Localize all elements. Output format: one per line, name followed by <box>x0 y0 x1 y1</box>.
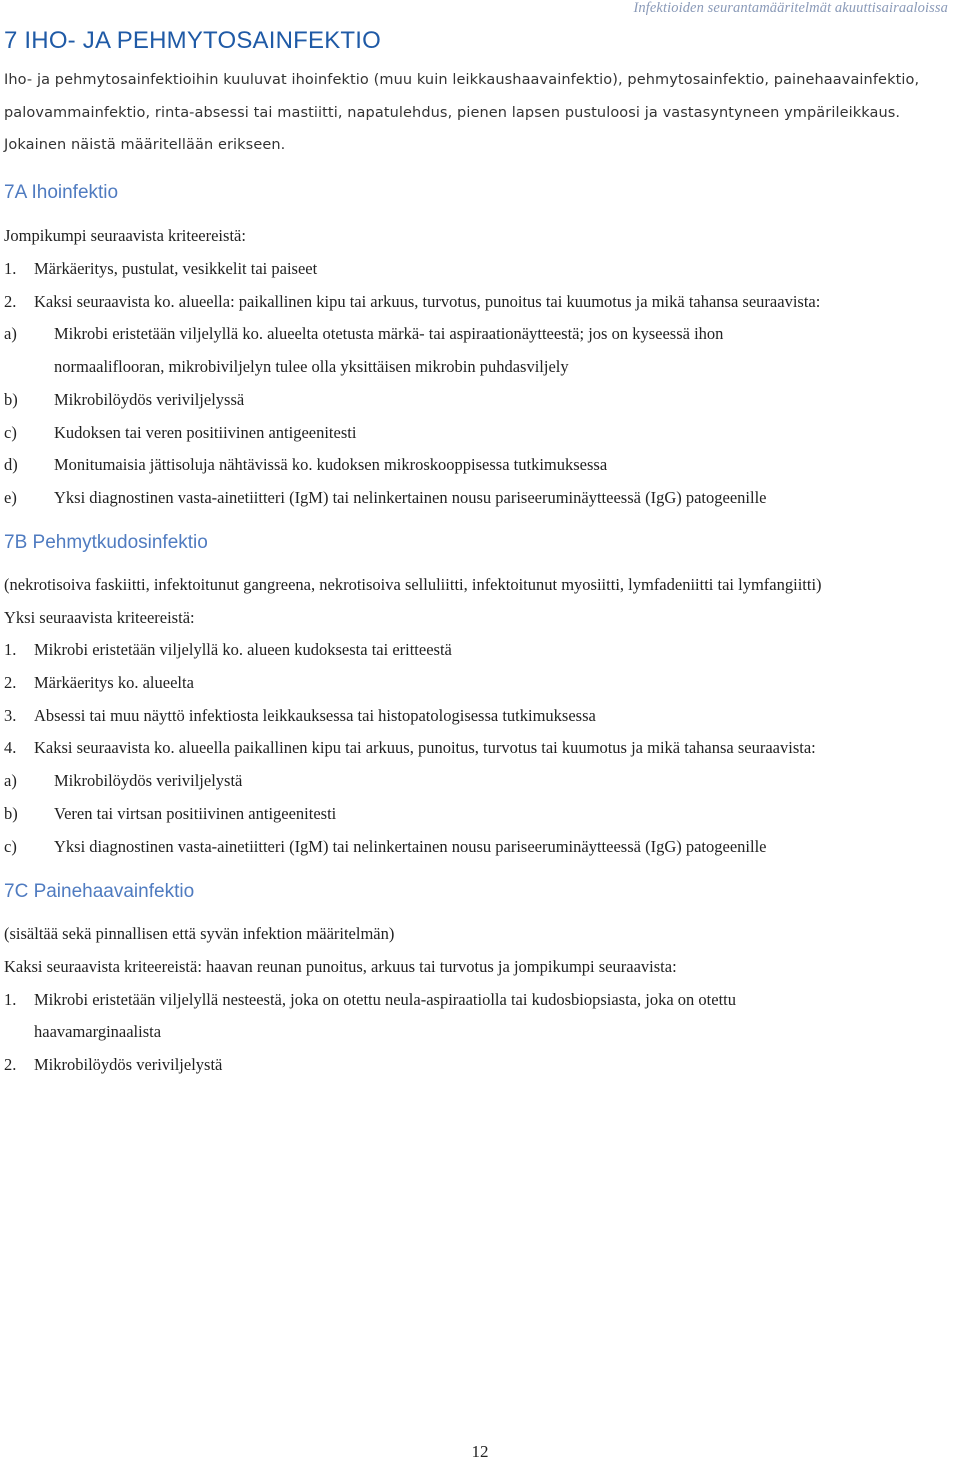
list-number: 1. <box>4 640 17 659</box>
list-text: Märkäeritys ko. alueelta <box>34 673 194 692</box>
running-header: Infektioiden seurantamääritelmät akuuttisairaaloissa <box>633 0 948 16</box>
sub-text: Monitumaisia jättisoluja nähtävissä ko. kudoksen mikroskooppisessa tutkimuksessa <box>54 455 608 474</box>
list-text: Märkäeritys, pustulat, vesikkelit tai paiseet <box>34 259 318 278</box>
sub-label: b) <box>4 804 18 823</box>
section-7a-heading: 7A Ihoinfektio <box>4 182 119 203</box>
sub-item <box>4 390 244 410</box>
list-text: Mikrobilöydös veriviljelystä <box>34 1055 223 1074</box>
list-text: Mikrobi eristetään viljelyllä nesteestä, joka on otettu neula-aspiraatiolla tai kudosbiopsiasta, joka on otettu <box>34 990 736 1009</box>
section-7a-lead: Jompikumpi seuraavista kriteereistä: <box>4 226 246 245</box>
sub-text: Mikrobilöydös veriviljelystä <box>54 771 243 790</box>
list-item <box>4 259 317 279</box>
section-7b-heading: 7B Pehmytkudosinfektio <box>4 532 208 553</box>
sub-text: Yksi diagnostinen vasta-ainetiitteri (IgM) tai nelinkertainen nousu pariseeruminäytteessä (IgG) patogeenille <box>54 488 767 507</box>
sub-item <box>4 837 766 857</box>
list-item <box>4 706 596 726</box>
list-text: Mikrobi eristetään viljelyllä ko. alueen kudoksesta tai eritteestä <box>34 640 452 659</box>
sub-text: Mikrobi eristetään viljelyllä ko. alueelta otetusta märkä- tai aspiraationäytteestä; jos on kyseessä ihon <box>54 324 724 343</box>
sub-item <box>4 804 336 824</box>
list-number: 4. <box>4 738 17 757</box>
section-7b-lead: Yksi seuraavista kriteereistä: <box>4 608 195 627</box>
list-number: 1. <box>4 259 17 278</box>
sub-label: a) <box>4 771 17 790</box>
section-7c-lead: Kaksi seuraavista kriteereistä: haavan reunan punoitus, arkuus tai turvotus ja jompikumpi seuraavista: <box>4 957 677 976</box>
sub-label: b) <box>4 390 18 409</box>
list-item <box>4 292 820 312</box>
sub-item <box>4 771 242 791</box>
list-text: Absessi tai muu näyttö infektiosta leikkauksessa tai histopatologisessa tutkimuksessa <box>34 706 596 725</box>
list-number: 2. <box>4 292 17 311</box>
page-number: 12 <box>471 1442 489 1461</box>
section-7c-heading: 7C Painehaavainfektio <box>4 881 195 902</box>
list-item <box>4 738 816 758</box>
sub-item <box>4 488 766 508</box>
sub-item <box>4 423 356 443</box>
intro-paragraph: Iho- ja pehmytosainfektioihin kuuluvat ihoinfektio (muu kuin leikkaushaavainfektio), pehmytosainfektio, painehaavainfektio, palovammainfektio, rinta-absessi tai mastiitti, napatulehdus, pienen lapsen pustuloosi ja vastasyntyneen ympärileikkaus. Jokainen näistä määritellään erikseen. <box>4 72 920 153</box>
sub-label: a) <box>4 324 17 343</box>
sub-item-continuation: normaaliflooran, mikrobiviljelyn tulee olla yksittäisen mikrobin puhdasviljely <box>54 357 569 376</box>
sub-label: c) <box>4 837 17 856</box>
sub-text: Kudoksen tai veren positiivinen antigeenitesti <box>54 423 357 442</box>
list-number: 3. <box>4 706 17 725</box>
list-number: 1. <box>4 990 17 1009</box>
list-item <box>4 990 736 1010</box>
list-text: Kaksi seuraavista ko. alueella: paikallinen kipu tai arkuus, turvotus, punoitus tai kuumotus ja mikä tahansa seuraavista: <box>34 292 821 311</box>
list-text: Kaksi seuraavista ko. alueella paikallinen kipu tai arkuus, punoitus, turvotus tai kuumotus ja mikä tahansa seuraavista: <box>34 738 816 757</box>
section-7b-note: (nekrotisoiva faskiitti, infektoitunut gangreena, nekrotisoiva selluliitti, infektoitunut myosiitti, lymfadeniitti tai lymfangiitti) <box>4 575 822 594</box>
list-item <box>4 640 452 660</box>
chapter-title: 7 IHO- JA PEHMYTOSAINFEKTIO <box>4 27 382 54</box>
list-item <box>4 673 194 693</box>
list-item <box>4 1055 222 1075</box>
list-number: 2. <box>4 1055 17 1074</box>
sub-item <box>4 455 607 475</box>
sub-label: c) <box>4 423 17 442</box>
sub-text: Mikrobilöydös veriviljelyssä <box>54 390 245 409</box>
sub-label: d) <box>4 455 18 474</box>
sub-item <box>4 324 723 344</box>
sub-text: Yksi diagnostinen vasta-ainetiitteri (IgM) tai nelinkertainen nousu pariseeruminäytteessä (IgG) patogeenille <box>54 837 767 856</box>
list-number: 2. <box>4 673 17 692</box>
section-7c-note: (sisältää sekä pinnallisen että syvän infektion määritelmän) <box>4 924 395 943</box>
list-item-continuation: haavamarginaalista <box>34 1022 162 1041</box>
sub-label: e) <box>4 488 17 507</box>
sub-text: Veren tai virtsan positiivinen antigeenitesti <box>54 804 337 823</box>
